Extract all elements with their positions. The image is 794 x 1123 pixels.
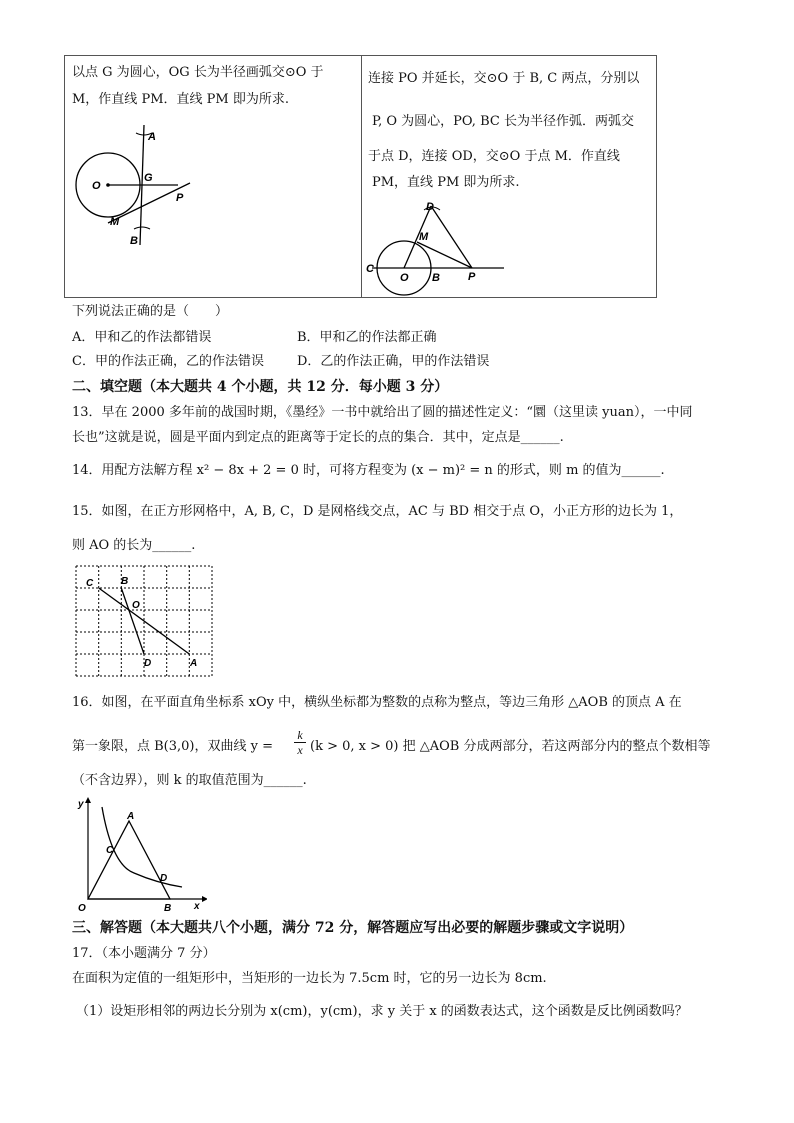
label-a: A (190, 658, 198, 669)
right-method-line4: PM，直线 PM 即为所求. (372, 175, 520, 190)
section3-title: 三、解答题（本大题共八个小题，满分 72 分，解答题应写出必要的解题步骤或文字说明） (72, 920, 634, 936)
label-o: O (400, 272, 409, 284)
right-construction-figure (364, 198, 524, 296)
label-b: B (130, 235, 138, 247)
q16-line2-pre: 第一象限，点 B(3,0)，双曲线 y = (72, 739, 274, 754)
label-c: C (366, 263, 374, 275)
label-y: y (78, 799, 84, 810)
q12-option-a: A．甲和乙的作法都错误 (72, 330, 212, 345)
q15-line2: 则 AO 的长为______. (72, 538, 196, 553)
label-o: O (78, 903, 86, 914)
label-o: O (132, 600, 140, 611)
q14-line1: 14．用配方法解方程 x² − 8x + 2 = 0 时，可将方程变为 (x − m)² = n 的形式，则 m 的值为______. (72, 463, 665, 478)
label-a: A (127, 811, 135, 822)
label-a: A (148, 131, 156, 143)
fraction-denominator: x (294, 742, 306, 757)
point-o (106, 183, 110, 187)
label-g: G (144, 172, 153, 184)
q16-fraction (294, 728, 306, 757)
q16-line2-post: (k > 0, x > 0) 把 △AOB 分成两部分，若这两部分内的整点个数相等 (310, 739, 711, 754)
label-d: D (426, 201, 434, 213)
q12-prompt: 下列说法正确的是（ ） (72, 304, 229, 319)
label-m: M (419, 231, 429, 243)
label-d: D (160, 873, 168, 884)
label-b: B (432, 272, 440, 284)
q17-line2: （1）设矩形相邻的两边长分别为 x(cm)，y(cm)，求 y 关于 x 的函数表达式，这个函数是反比例函数吗？ (76, 1004, 688, 1019)
q15-grid-figure (74, 564, 214, 678)
q12-option-b: B．甲和乙的作法都正确 (297, 330, 437, 345)
right-method-line1: 连接 PO 并延长，交⊙O 于 B, C 两点，分别以 (368, 71, 640, 86)
q16-line3: （不含边界），则 k 的取值范围为______. (72, 773, 307, 788)
q12-option-c: C．甲的作法正确，乙的作法错误 (72, 354, 264, 369)
label-p: P (468, 271, 476, 283)
segment-bd (121, 588, 144, 654)
q15-line1: 15．如图，在正方形网格中，A, B, C，D 是网格线交点，AC 与 BD 相交于点 O，小正方形的边长为 1， (72, 504, 683, 519)
q16-coordinate-figure (72, 795, 207, 915)
section2-title: 二、填空题（本大题共 4 个小题，共 12 分．每小题 3 分） (72, 379, 449, 395)
y-axis-arrow (85, 797, 91, 803)
q17-header: 17．（本小题满分 7 分） (72, 946, 216, 961)
label-c: C (86, 578, 94, 589)
label-o: O (92, 180, 101, 192)
left-method-line2: M，作直线 PM．直线 PM 即为所求. (72, 92, 289, 107)
triangle-aob (88, 821, 170, 899)
left-construction-figure (68, 125, 203, 250)
q13-line1: 13．早在 2000 多年前的战国时期，《墨经》一书中就给出了圆的描述性定义：“圜（这里读 yuan），一中同 (72, 405, 693, 420)
q16-line1: 16．如图，在平面直角坐标系 xOy 中，横纵坐标都为整数的点称为整点，等边三角形 △AOB 的顶点 A 在 (72, 695, 682, 710)
label-b: B (121, 576, 129, 587)
q13-line2: 长也”这就是说，圆是平面内到定点的距离等于定长的点的集合．其中，定点是______. (72, 430, 564, 445)
right-method-line2: P, O 为圆心，PO, BC 长为半径作弧．两弧交 (372, 114, 634, 129)
x-axis-arrow (202, 896, 207, 902)
label-x: x (194, 901, 200, 912)
arc-b (134, 227, 150, 229)
left-method-line1: 以点 G 为圆心，OG 长为半径画弧交⊙O 于 (72, 65, 324, 80)
label-p: P (176, 192, 184, 204)
q17-line1: 在面积为定值的一组矩形中，当矩形的一边长为 7.5cm 时，它的另一边长为 8cm. (72, 971, 547, 986)
label-d: D (144, 658, 152, 669)
label-c: C (106, 845, 114, 856)
right-method-line3: 于点 D，连接 OD，交⊙O 于点 M．作直线 (368, 149, 620, 164)
fraction-numerator: k (297, 728, 303, 742)
label-b: B (164, 903, 172, 914)
segment-ac (99, 588, 190, 654)
q12-option-d: D．乙的作法正确，甲的作法错误 (297, 354, 490, 369)
label-m: M (110, 216, 120, 228)
